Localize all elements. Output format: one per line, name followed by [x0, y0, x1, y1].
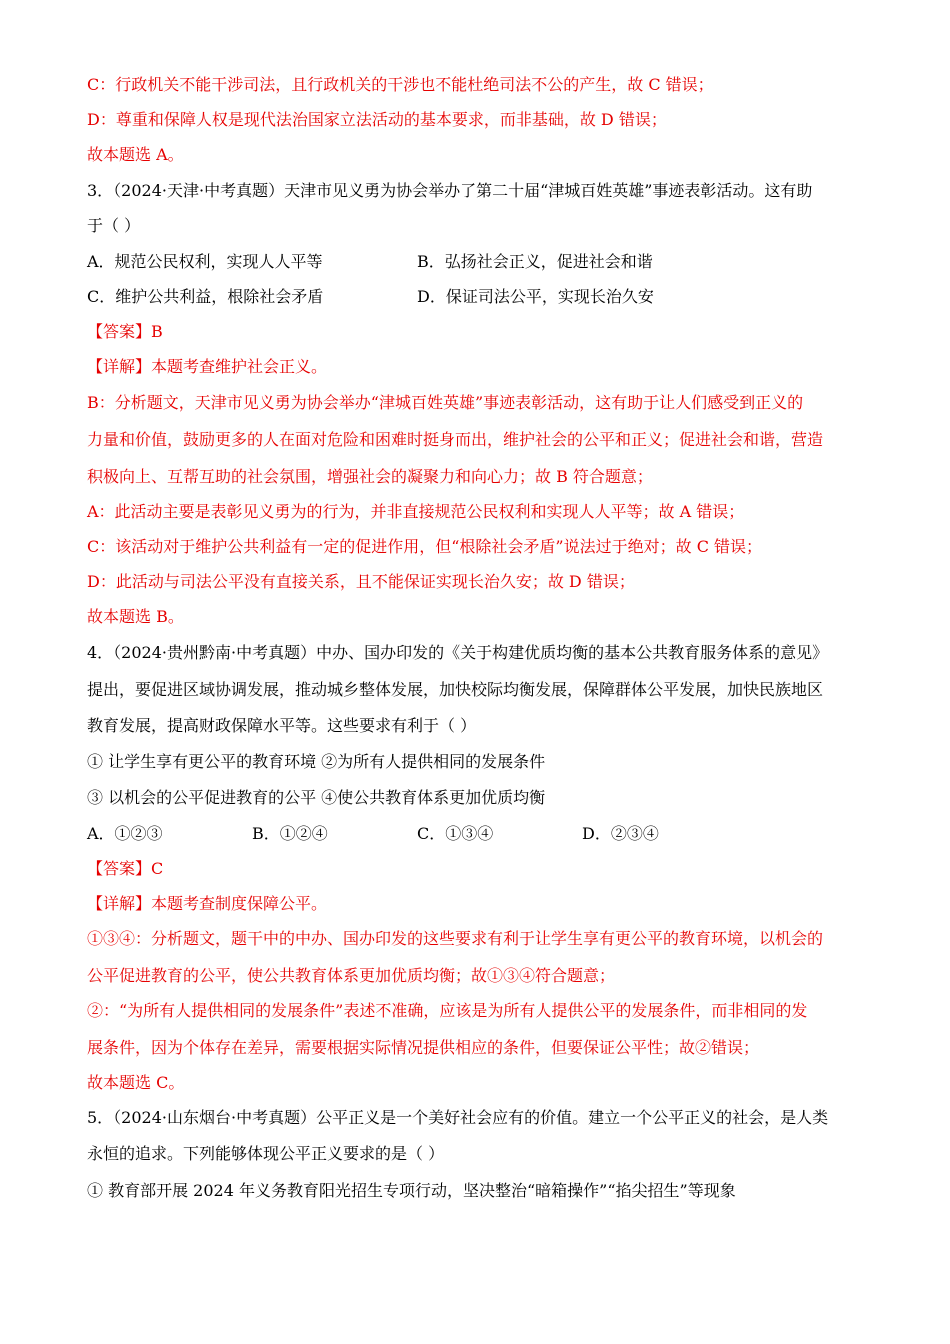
explanation-line: B：分析题文，天津市见义勇为协会举办“津城百姓英雄”事迹表彰活动，这有助于让人们感受到正义的 — [87, 393, 804, 412]
explanation-line: 力量和价值，鼓励更多的人在面对危险和困难时挺身而出，维护社会的公平和正义；促进社会和谐，营造 — [87, 430, 824, 449]
question-4-option-c: C．①③④ — [417, 824, 494, 843]
explanation-line-c: C：行政机关不能干涉司法，且行政机关的干涉也不能杜绝司法不公的产生，故 C 错误； — [87, 75, 714, 94]
question-3-option-a: A．规范公民权利，实现人人平等 — [87, 252, 323, 271]
question-5-stem-cont: 永恒的追求。下列能够体现公平正义要求的是（ ） — [87, 1144, 445, 1163]
explanation-line-d: D：尊重和保障人权是现代法治国家立法活动的基本要求，而非基础，故 D 错误； — [87, 110, 667, 129]
question-4-stem-cont: 教育发展，提高财政保障水平等。这些要求有利于（ ） — [87, 716, 477, 735]
detail-label: 【详解】本题考查维护社会正义。 — [87, 357, 328, 376]
explanation-line: C：该活动对于维护公共利益有一定的促进作用，但“根除社会矛盾”说法过于绝对；故 C 错误； — [87, 537, 763, 556]
explanation-line: D：此活动与司法公平没有直接关系，且不能保证实现长治久安；故 D 错误； — [87, 572, 635, 591]
question-4-option-a: A．①②③ — [87, 824, 163, 843]
question-4-stem: 4．（2024·贵州黔南·中考真题）中办、国办印发的《关于构建优质均衡的基本公共教育服务体系的意见》 — [87, 643, 829, 662]
question-5-statement: ① 教育部开展 2024 年义务教育阳光招生专项行动，坚决整治“暗箱操作”“掐尖招生”等现象 — [87, 1181, 736, 1200]
answer-conclusion: 故本题选 C。 — [87, 1073, 185, 1092]
answer-conclusion: 故本题选 B。 — [87, 607, 184, 626]
question-3-stem-cont: 于（ ） — [87, 216, 141, 235]
question-4-statements: ① 让学生享有更公平的教育环境 ②为所有人提供相同的发展条件 — [87, 752, 546, 771]
question-3-option-c: C．维护公共利益，根除社会矛盾 — [87, 287, 324, 306]
answer-label: 【答案】B — [87, 322, 163, 341]
detail-label: 【详解】本题考查制度保障公平。 — [87, 894, 328, 913]
question-3-option-d: D．保证司法公平，实现长治久安 — [417, 287, 654, 306]
question-3-option-b: B．弘扬社会正义，促进社会和谐 — [417, 252, 653, 271]
explanation-line: ②：“为所有人提供相同的发展条件”表述不准确，应该是为所有人提供公平的发展条件，而非相同的发 — [87, 1001, 808, 1020]
question-5-stem: 5．（2024·山东烟台·中考真题）公平正义是一个美好社会应有的价值。建立一个公平正义的社会，是人类 — [87, 1108, 829, 1127]
answer-conclusion: 故本题选 A。 — [87, 145, 184, 164]
question-3-stem: 3．（2024·天津·中考真题）天津市见义勇为协会举办了第二十届“津城百姓英雄”事迹表彰活动。这有助 — [87, 181, 813, 200]
explanation-line: 公平促进教育的公平，使公共教育体系更加优质均衡；故①③④符合题意； — [87, 966, 616, 985]
question-4-option-d: D．②③④ — [582, 824, 659, 843]
answer-label: 【答案】C — [87, 859, 164, 878]
question-4-statements: ③ 以机会的公平促进教育的公平 ④使公共教育体系更加优质均衡 — [87, 788, 546, 807]
question-4-stem-cont: 提出，要促进区域协调发展，推动城乡整体发展，加快校际均衡发展，保障群体公平发展，加快民族地区 — [87, 680, 824, 699]
explanation-line: ①③④：分析题文，题干中的中办、国办印发的这些要求有利于让学生享有更公平的教育环境，以机会的 — [87, 929, 824, 948]
explanation-line: 积极向上、互帮互助的社会氛围，增强社会的凝聚力和向心力；故 B 符合题意； — [87, 467, 653, 486]
explanation-line: 展条件，因为个体存在差异，需要根据实际情况提供相应的条件，但要保证公平性；故②错误； — [87, 1038, 760, 1057]
question-4-option-b: B．①②④ — [252, 824, 328, 843]
explanation-line: A：此活动主要是表彰见义勇为的行为，并非直接规范公民权利和实现人人平等；故 A 错误； — [87, 502, 745, 521]
